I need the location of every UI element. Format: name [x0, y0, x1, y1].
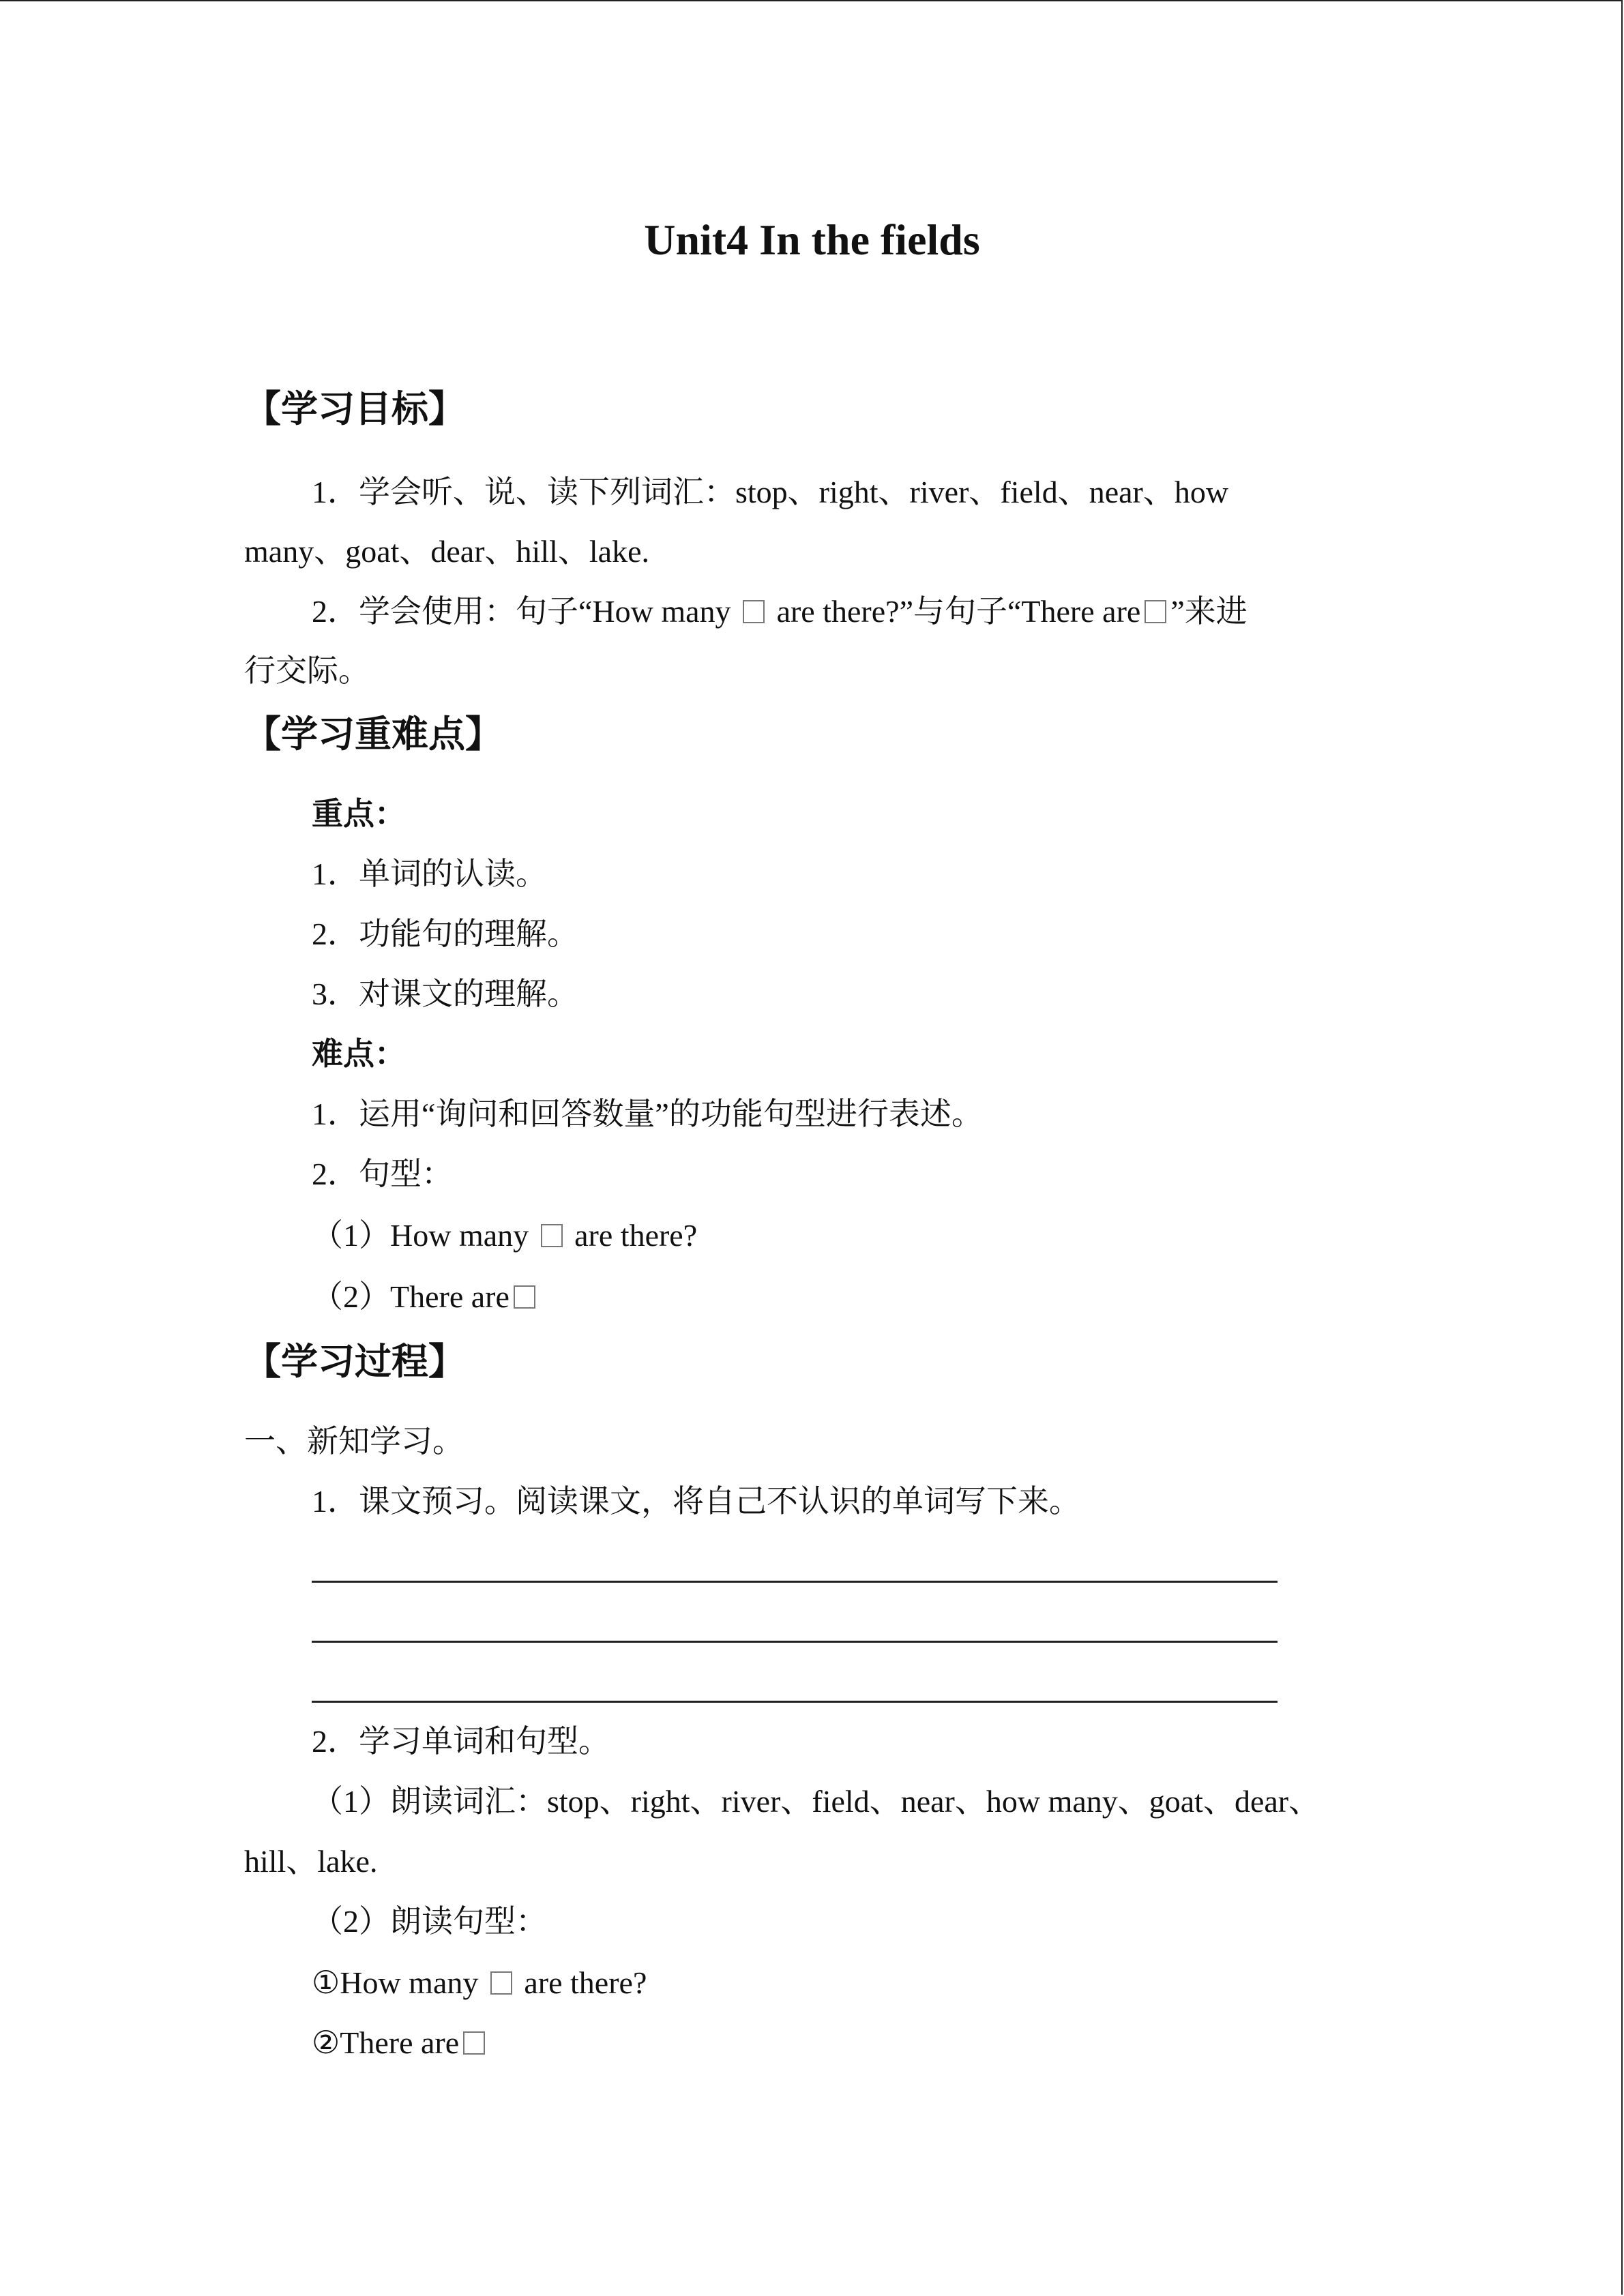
- blank-box-icon: [463, 2031, 485, 2055]
- pattern-1: [312, 1215, 697, 1256]
- focus-item-3: 3．对课文的理解。: [312, 976, 578, 1011]
- step-2: 2．学习单词和句型。: [312, 1724, 610, 1759]
- difficulty-item-2: 2．句型：: [312, 1157, 453, 1191]
- goal-item-1-line-1: 1．学会听、说、读下列词汇：stop、right、river、field、near、how: [312, 475, 1229, 509]
- focus-item-1: 1．单词的认读。: [312, 856, 547, 891]
- answer-line-1[interactable]: [312, 1581, 1278, 1583]
- answer-line-3[interactable]: [312, 1701, 1278, 1703]
- process-heading: 【学习过程】: [244, 1341, 465, 1382]
- focus-item-2: 2．功能句的理解。: [312, 916, 578, 951]
- pattern-2: [312, 1277, 540, 1317]
- blank-box-icon: [490, 1971, 512, 1995]
- blank-box-icon: [1145, 600, 1166, 623]
- read-pattern-1-text-a: ①How many: [312, 1965, 479, 2000]
- answer-line-2[interactable]: [312, 1641, 1278, 1643]
- step-1: 1．课文预习。阅读课文，将自己不认识的单词写下来。: [312, 1484, 1080, 1519]
- goals-heading: 【学习目标】: [244, 389, 465, 430]
- document-title: Unit4 In the fields: [644, 215, 980, 264]
- pattern-1-text-b: are there?: [574, 1218, 698, 1253]
- read-pattern-1: [312, 1963, 647, 2003]
- difficulty-item-1: 1．运用“询问和回答数量”的功能句型进行表述。: [312, 1097, 983, 1131]
- goal-item-2-line-2: 行交际。: [244, 653, 370, 688]
- blank-box-icon: [541, 1224, 563, 1247]
- goal-item-1-line-2: many、goat、dear、hill、lake.: [244, 534, 650, 569]
- pattern-1-text-a: （1）How many: [312, 1218, 529, 1253]
- key-points-heading: 【学习重难点】: [244, 714, 502, 755]
- section-1-title: 一、新知学习。: [244, 1424, 464, 1459]
- pattern-2-text: （2）There are: [312, 1279, 510, 1314]
- read-pattern-2: [312, 2023, 489, 2063]
- goal-item-2-text-b: are there?”与句子“There are: [776, 594, 1141, 629]
- goal-item-2-text-c: ”来进: [1170, 594, 1247, 629]
- goal-item-2-text-a: 2．学会使用：句子“How many: [312, 594, 731, 629]
- blank-box-icon: [743, 600, 765, 623]
- vocab-line-2: hill、lake.: [244, 1844, 378, 1879]
- vocab-line-1: （1）朗读词汇：stop、right、river、field、near、how many、goat、dear、: [312, 1784, 1320, 1819]
- read-pattern-1-text-b: are there?: [524, 1965, 647, 2000]
- read-pattern-2-text: ②There are: [312, 2025, 460, 2060]
- blank-box-icon: [514, 1285, 535, 1309]
- goal-item-2-line-1: [312, 591, 1247, 632]
- focus-label: 重点：: [312, 796, 406, 831]
- difficulty-label: 难点：: [312, 1037, 406, 1071]
- read-patterns-label: （2）朗读句型：: [312, 1904, 547, 1939]
